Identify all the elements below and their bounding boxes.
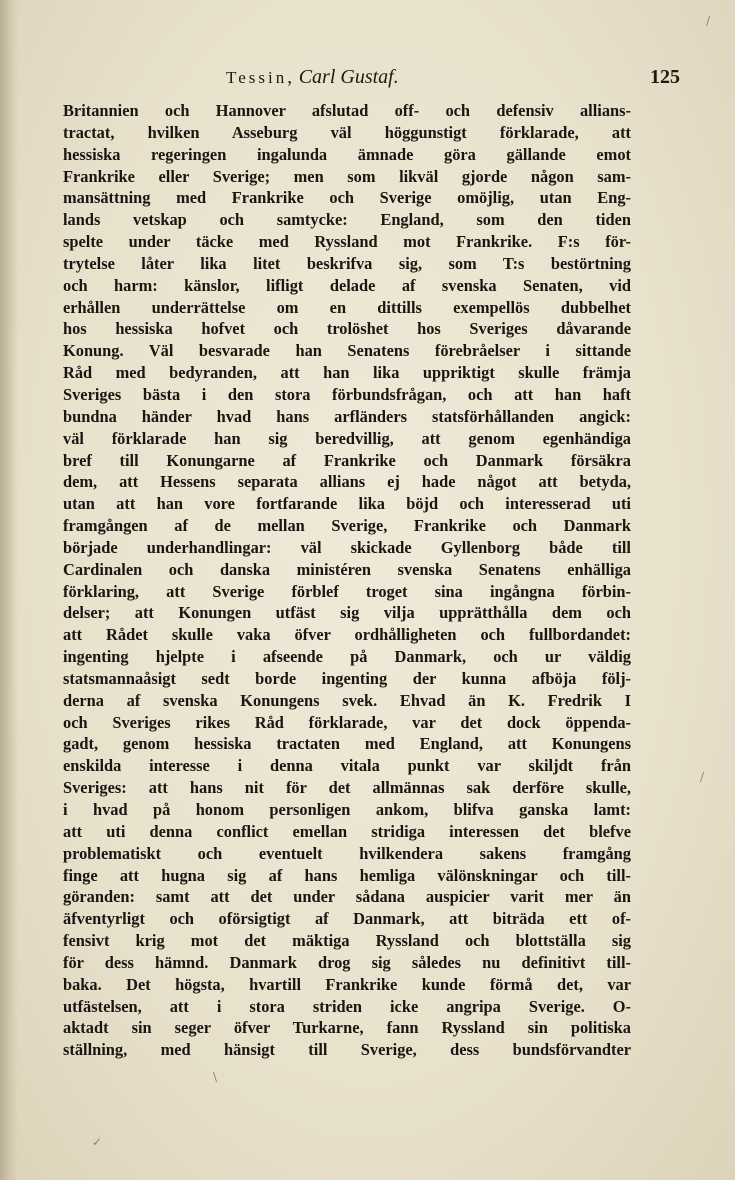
paper-mark: ✓: [92, 1135, 103, 1149]
text-line: förklaring, att Sverige förblef troget sina ingångna förbin-: [63, 581, 631, 601]
paper-mark: /: [706, 14, 711, 28]
text-line: Cardinalen och danska ministéren svenska Senatens enhälliga: [63, 559, 631, 579]
text-line: gadt, genom hessiska tractaten med England, att Konungens: [63, 734, 631, 754]
text-line: erhållen underrättelse om en dittills exempellös dubbelhet: [63, 297, 631, 317]
text-line: ingenting hjelpte i afseende på Danmark, och ur väldig: [63, 647, 631, 667]
text-line: började underhandlingar: väl skickade Gyllenborg både till: [63, 537, 631, 557]
text-line: hessiska regeringen ingalunda ämnade göra gällande emot: [63, 144, 631, 164]
text-line: mansättning med Frankrike och Sverige omöjlig, utan Eng-: [63, 188, 631, 208]
text-line: spelte under täcke med Ryssland mot Frankrike. F:s för-: [63, 232, 631, 252]
text-line: enskilda interesse i denna vitala punkt var skiljdt från: [63, 756, 631, 776]
text-line: Sveriges: att hans nit för det allmännas sak derföre skulle,: [63, 778, 631, 798]
text-line: väl förklarade han sig beredvillig, att genom egenhändiga: [63, 428, 631, 448]
text-line: göranden: samt att det under sådana auspicier varit mer än: [63, 887, 631, 907]
paper-mark: \: [213, 1070, 218, 1084]
running-head: [60, 66, 680, 94]
text-line: för dess hämnd. Danmark drog sig således nu definitivt till-: [63, 952, 631, 972]
paper-mark: /: [700, 770, 705, 784]
text-line: att uti denna conflict emellan stridiga interessen det blefve: [63, 821, 631, 841]
running-title-forename: Carl Gustaf.: [298, 66, 399, 88]
text-line: lands vetskap och samtycke: England, som den tiden: [63, 210, 631, 230]
text-line: bundna händer hvad hans arfländers statsförhållanden angick:: [63, 406, 631, 426]
text-line: hos hessiska hofvet och trolöshet hos Sveriges dåvarande: [63, 319, 631, 339]
text-line: och harm: känslor, lifligt delade af svenska Senaten, vid: [63, 275, 631, 295]
running-title: [226, 66, 399, 89]
text-line: trytelse låter lika litet beskrifva sig, som T:s bestörtning: [63, 253, 631, 273]
page-number: 125: [650, 66, 680, 88]
text-line: utfästelsen, att i stora striden icke angripa Sverige. O-: [63, 996, 631, 1016]
text-line: bref till Konungarne af Frankrike och Danmark försäkra: [63, 450, 631, 470]
text-line: aktadt sin seger öfver Turkarne, fann Ryssland sin politiska: [63, 1018, 631, 1038]
text-line: ställning, med hänsigt till Sverige, dess bundsförvandter: [63, 1040, 631, 1060]
text-line: Sveriges bästa i den stora förbundsfrågan, och att han haft: [63, 384, 631, 404]
text-line: finge att hugna sig af hans hemliga välönskningar och till-: [63, 865, 631, 885]
text-line: äfventyrligt och oförsigtigt af Danmark, att biträda ett of-: [63, 909, 631, 929]
running-title-separator: ,: [287, 67, 299, 88]
text-line: problematiskt och eventuelt hvilkendera sakens framgång: [63, 843, 631, 863]
body-text: [63, 100, 631, 1061]
text-line: i hvad på honom personligen ankom, blifva ganska lamt:: [63, 800, 631, 819]
text-line: Råd med bedyranden, att han lika uppriktigt skulle främja: [63, 363, 631, 383]
running-title-surname: Tessin: [226, 68, 288, 87]
text-line: dem, att Hessens separata allians ej hade något att betyda,: [63, 472, 631, 492]
page-binding-shadow: [0, 0, 18, 1180]
text-line: tractat, hvilken Asseburg väl höggunstigt förklarade, att: [63, 122, 631, 142]
text-line: utan att han vore fortfarande lika böjd och interesserad uti: [63, 494, 631, 514]
text-line: att Rådet skulle vaka öfver ordhålligheten och fullbordandet:: [63, 625, 631, 645]
text-line: och Sveriges rikes Råd förklarade, var det dock öppenda-: [63, 712, 631, 732]
text-line: framgången af de mellan Sverige, Frankrike och Danmark: [63, 516, 631, 536]
text-line: baka. Det högsta, hvartill Frankrike kunde förmå det, var: [63, 974, 631, 994]
text-line: Frankrike eller Sverige; men som likväl gjorde någon sam-: [63, 166, 631, 186]
text-line: Britannien och Hannover afslutad off- och defensiv allians-: [63, 101, 631, 120]
text-line: delser; att Konungen utfäst sig vilja upprätthålla dem och: [63, 603, 631, 623]
text-line: fensivt krig mot det mäktiga Ryssland och blottställa sig: [63, 931, 631, 951]
text-line: derna af svenska Konungens svek. Ehvad än K. Fredrik I: [63, 690, 631, 710]
text-line: statsmannaåsigt sedt borde ingenting der kunna afböja följ-: [63, 668, 631, 688]
text-line: Konung. Väl besvarade han Senatens förebråelser i sittande: [63, 341, 631, 361]
